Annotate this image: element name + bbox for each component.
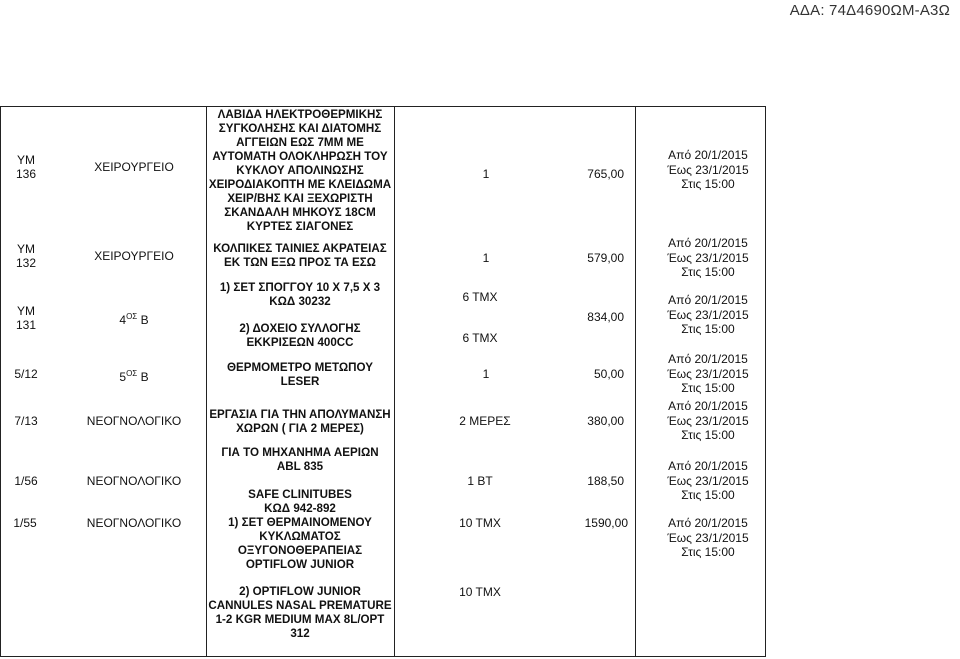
- amount: 188,50: [587, 474, 624, 488]
- quantity: 1 ΒΤ: [467, 474, 493, 488]
- department: ΧΕΙΡΟΥΡΓΕΙΟ: [94, 160, 174, 174]
- department: $4^{O\Sigma}$ Β: [119, 312, 149, 327]
- date-range: Από 20/1/2015 Έως 23/1/2015 Στις 15:00: [667, 236, 749, 279]
- item-description: 2) ΔΟΧΕΙΟ ΣΥΛΛΟΓΗΣ ΕΚΚΡΙΣΕΩΝ 400CC: [239, 322, 361, 349]
- quantity: 10 ΤΜΧ: [459, 585, 501, 599]
- date-range: Από 20/1/2015 Έως 23/1/2015 Στις 15:00: [667, 516, 749, 559]
- item-description: 1) ΣΕΤ ΘΕΡΜΑΙΝΟΜΕΝΟΥ ΚΥΚΛΩΜΑΤΟΣ ΟΞΥΓΟΝΟΘΕΡΑΠΕΙΑΣ OPTIFLOW JUNIOR: [228, 516, 372, 571]
- item-description: SAFE CLINITUBES ΚΩΔ 942-892: [248, 488, 352, 515]
- date-range: Από 20/1/2015 Έως 23/1/2015 Στις 15:00: [667, 459, 749, 502]
- quantity: 6 ΤΜΧ: [462, 290, 498, 304]
- item-description: ΚΟΛΠΙΚΕΣ ΤΑΙΝΙΕΣ ΑΚΡΑΤΕΙΑΣ ΕΚ ΤΩΝ ΕΞΩ ΠΡΟΣ ΤΑ ΕΣΩ: [213, 242, 387, 269]
- item-id: ΥΜ 131: [15, 304, 37, 332]
- amount: 834,00: [587, 310, 624, 324]
- item-description: 2) OPTIFLOW JUNIOR CANNULES NASAL PREMATURE 1-2 KGR MEDIUM MAX 8L/OPT 312: [208, 585, 392, 640]
- quantity: 1: [482, 167, 490, 181]
- amount: 380,00: [587, 414, 624, 428]
- amount: 50,00: [593, 367, 624, 381]
- date-range: Από 20/1/2015 Έως 23/1/2015 Στις 15:00: [667, 293, 749, 336]
- quantity: 1: [482, 251, 490, 265]
- column-divider: [635, 106, 636, 657]
- department: ΝΕΟΓΝΟΛΟΓΙΚΟ: [86, 516, 182, 530]
- department: ΧΕΙΡΟΥΡΓΕΙΟ: [94, 249, 174, 263]
- amount: 1590,00: [584, 516, 628, 530]
- department: ΝΕΟΓΝΟΛΟΓΙΚΟ: [86, 474, 182, 488]
- table-border-left: [0, 106, 1, 657]
- column-divider: [394, 106, 395, 657]
- item-description: ΛΑΒΙΔΑ ΗΛΕΚΤΡΟΘΕΡΜΙΚΗΣ ΣΥΓΚΟΛΗΣΗΣ ΚΑΙ ΔΙΑΤΟΜΗΣ ΑΓΓΕΙΩΝ ΕΩΣ 7ΜΜ ΜΕ ΑΥΤΟΜΑΤΗ ΟΛΟΚΛΗΡΩΣΗ ΤΟΥ ΚΥΚΛΟΥ ΑΠΟΛΙΝΩΣΗΣ ΧΕΙΡΟΔΙΑΚΟΠΤΗ ΜΕ ΚΛΕΙΔΩΜΑ ΧΕΙΡ/ΒΗΣ ΚΑΙ ΞΕΧΩΡΙΣΤΗ ΣΚΑΝΔΑΛΗ ΜΗΚΟΥΣ 18CM ΚΥΡΤΕΣ ΣΙΑΓΟΝΕΣ: [208, 108, 392, 233]
- item-id: 7/13: [14, 414, 38, 428]
- amount: 579,00: [587, 251, 624, 265]
- item-description: ΕΡΓΑΣΙΑ ΓΙΑ ΤΗΝ ΑΠΟΛΥΜΑΝΣΗ ΧΩΡΩΝ ( ΓΙΑ 2 ΜΕΡΕΣ): [209, 408, 391, 435]
- document-code: ΑΔΑ: 74Δ4690ΩΜ-Α3Ω: [789, 2, 950, 19]
- item-description: ΓΙΑ ΤΟ ΜΗΧΑΝΗΜΑ ΑΕΡΙΩΝ ABL 835: [221, 446, 379, 473]
- item-id: ΥΜ 136: [15, 153, 37, 181]
- department: $5^{O\Sigma}$ Β: [119, 369, 149, 384]
- quantity: 1: [482, 367, 490, 381]
- item-id: 1/55: [13, 516, 37, 530]
- department: ΝΕΟΓΝΟΛΟΓΙΚΟ: [86, 414, 182, 428]
- date-range: Από 20/1/2015 Έως 23/1/2015 Στις 15:00: [667, 148, 749, 191]
- item-description: ΘΕΡΜΟΜΕΤΡΟ ΜΕΤΩΠΟΥ LESER: [227, 361, 373, 388]
- item-description: 1) ΣΕΤ ΣΠΟΓΓΟΥ 10 Χ 7,5 Χ 3 ΚΩΔ 30232: [219, 281, 381, 308]
- date-range: Από 20/1/2015 Έως 23/1/2015 Στις 15:00: [667, 352, 749, 395]
- quantity: 2 ΜΕΡΕΣ: [459, 414, 511, 428]
- amount: 765,00: [587, 167, 624, 181]
- item-id: 5/12: [14, 367, 38, 381]
- item-id: ΥΜ 132: [15, 242, 37, 270]
- table-border-bottom: [0, 656, 766, 657]
- date-range: Από 20/1/2015 Έως 23/1/2015 Στις 15:00: [667, 399, 749, 442]
- column-divider: [206, 106, 207, 657]
- quantity: 10 ΤΜΧ: [459, 516, 501, 530]
- quantity: 6 ΤΜΧ: [462, 331, 498, 345]
- item-id: 1/56: [14, 474, 38, 488]
- table-border-top: [0, 106, 766, 107]
